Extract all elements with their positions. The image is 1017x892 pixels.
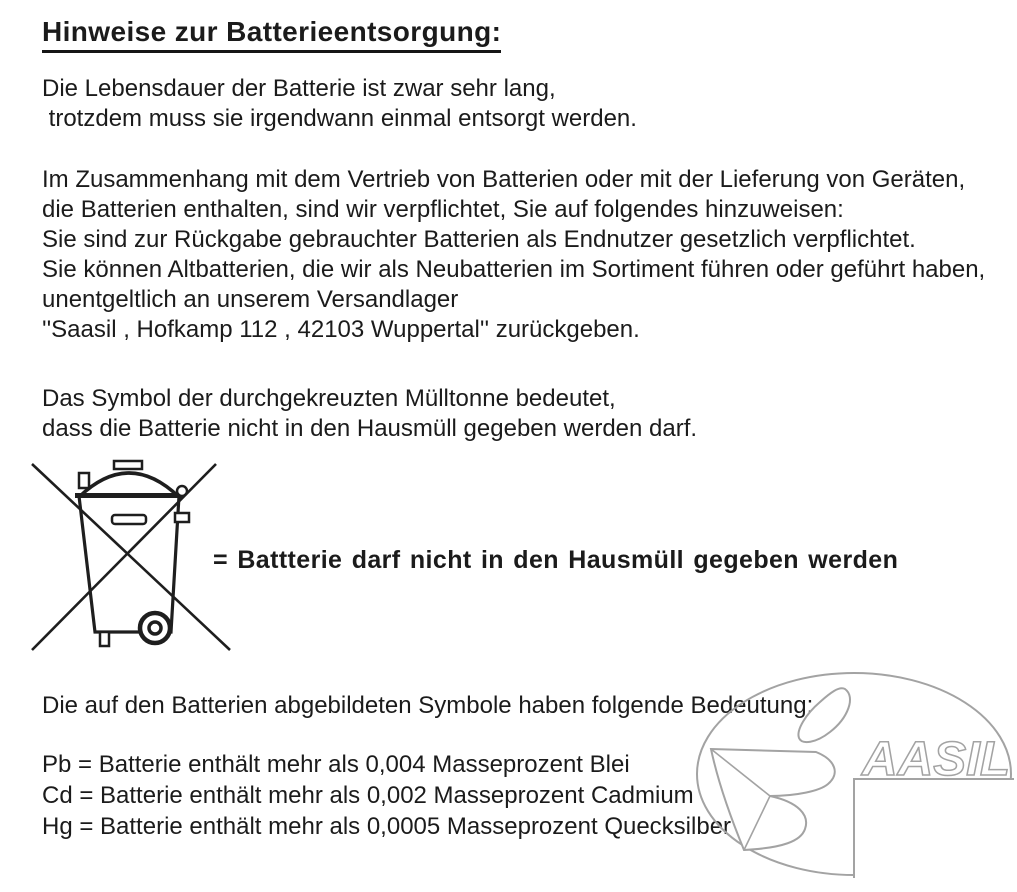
bin-lid-handle [114,461,142,469]
logo-leaf-shape [798,688,850,742]
bin-wheel-hub [149,622,161,634]
bin-left-tab [79,473,89,488]
text-line: die Batterien enthalten, sind wir verpflichtet, Sie auf folgendes hinzuweisen: [42,196,844,223]
return-address-line: ''Saasil , Hofkamp 112 , 42103 Wuppertal'' zurückgeben. [42,316,640,343]
code-line-hg: Hg = Batterie enthält mehr als 0,0005 Masseprozent Quecksilber [42,813,732,840]
saasil-logo [688,660,1017,884]
text-line: Das Symbol der durchgekreuzten Mülltonne bedeutet, [42,385,616,412]
text-line: Sie können Altbatterien, die wir als Neubatterien im Sortiment führen oder geführt haben, [42,256,986,283]
bin-side-handle [175,513,189,522]
text-line: Die Lebensdauer der Batterie ist zwar sehr lang, [42,75,556,102]
text-line: unentgeltlich an unserem Versandlager [42,286,459,313]
bin-rim [75,493,183,498]
text-line: Im Zusammenhang mit dem Vertrieb von Batterien oder mit der Lieferung von Geräten, [42,166,966,193]
text-line: dass die Batterie nicht in den Hausmüll gegeben werden darf. [42,415,698,442]
crossed-out-bin-icon [25,453,240,665]
text-line: Sie sind zur Rückgabe gebrauchter Batterien als Endnutzer gesetzlich verpflichtet. [42,226,916,253]
page-title: Hinweise zur Batterieentsorgung: [42,16,501,53]
logo-notch-fill [854,779,1017,884]
paragraph-lifespan [42,74,637,134]
text-line: trotzdem muss sie irgendwann einmal entsorgt werden. [42,105,637,132]
code-line-pb: Pb = Batterie enthält mehr als 0,004 Masseprozent Blei [42,751,630,778]
bin-caption: = Battterie darf nicht in den Hausmüll gegeben werden [213,546,899,574]
logo-wordmark: AASIL [860,733,1010,786]
paragraph-symbol-codes [42,749,731,842]
code-line-cd: Cd = Batterie enthält mehr als 0,002 Masseprozent Cadmium [42,782,694,809]
bin-slot [112,515,146,524]
paragraph-symbol-meaning [42,384,697,444]
bin-foot [100,632,109,646]
text-line: Die auf den Batterien abgebildeten Symbole haben folgende Bedeutung: [42,692,814,719]
paragraph-obligation [42,165,985,345]
